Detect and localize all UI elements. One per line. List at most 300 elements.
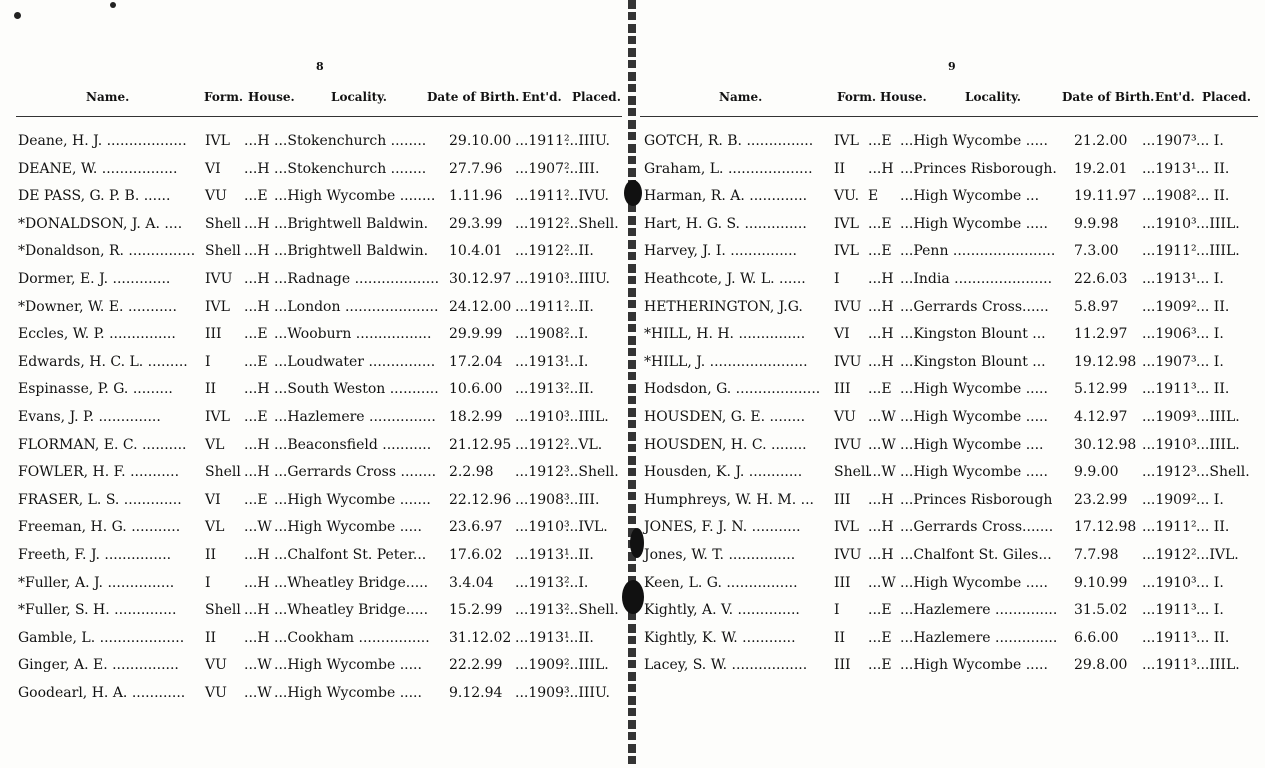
entry-locality: ...Beaconsfield ........... <box>274 436 432 453</box>
col-header-entd: Ent'd. <box>1155 90 1195 104</box>
register-entry <box>0 133 632 161</box>
entry-house: ...H <box>244 436 270 453</box>
entry-locality: ...High Wycombe ........ <box>274 188 436 205</box>
entry-house: ...E <box>244 408 268 425</box>
entry-dob: 9.10.99 <box>1074 574 1128 591</box>
register-entry <box>0 657 632 685</box>
entry-placed: ... II. <box>1196 519 1230 536</box>
register-entry <box>0 271 632 299</box>
col-header-house: House. <box>248 90 295 104</box>
entry-name: Jones, W. T. ............... <box>644 546 796 563</box>
entry-name: Freeth, F. J. ............... <box>18 546 172 563</box>
entry-dob: 31.12.02 <box>449 629 512 646</box>
entry-name: Kightly, K. W. ............ <box>644 629 796 646</box>
entry-name: HETHERINGTON, J.G. <box>644 298 803 315</box>
entry-dob: 29.9.99 <box>449 326 503 343</box>
col-header-dob: Date of Birth. <box>427 90 520 104</box>
entry-locality: ...High Wycombe ..... <box>900 133 1048 149</box>
register-entry <box>0 326 632 354</box>
entry-entd: ...1913¹ <box>1142 270 1197 287</box>
entry-house: ...H <box>868 270 894 287</box>
register-entry <box>634 437 1265 465</box>
col-header-form: Form. <box>204 90 244 104</box>
entry-form: III <box>205 326 222 343</box>
entry-form: II <box>205 629 217 646</box>
entry-entd: ...1908² <box>1142 188 1197 205</box>
entry-locality: ...Stokenchurch ........ <box>274 133 427 149</box>
entry-placed: ...Shell. <box>1196 464 1250 481</box>
entry-house: ...W <box>244 657 272 674</box>
entry-dob: 19.12.98 <box>1074 353 1137 370</box>
entry-dob: 17.6.02 <box>449 546 503 563</box>
entry-house: ...E <box>868 629 892 646</box>
entry-name: HOUSDEN, G. E. ........ <box>644 408 806 425</box>
entry-house: ...H <box>244 133 270 149</box>
entry-locality: ...High Wycombe ..... <box>900 464 1048 481</box>
entry-entd: ...1911² <box>1142 243 1197 260</box>
entry-name: Harman, R. A. ............. <box>644 188 808 205</box>
entry-name: Keen, L. G. ................ <box>644 574 798 591</box>
col-header-dob: Date of Birth. <box>1062 90 1155 104</box>
register-entry <box>634 519 1265 547</box>
entry-name: Harvey, J. I. ............... <box>644 243 798 260</box>
entry-form: III <box>834 657 851 674</box>
register-entry <box>634 133 1265 161</box>
entry-form: Shell <box>205 215 241 232</box>
entry-dob: 3.4.04 <box>449 574 494 591</box>
entry-placed: ... I. <box>1196 602 1224 619</box>
entry-placed: ...IIIL. <box>1196 408 1240 425</box>
entry-locality: ...Wooburn ................. <box>274 326 432 343</box>
col-header-form: Form. <box>837 90 877 104</box>
entry-form: IVL <box>205 133 230 149</box>
entry-placed: ...IIIL. <box>565 657 609 674</box>
entry-form: III <box>834 381 851 398</box>
register-entry <box>634 409 1265 437</box>
entry-locality: ...Kingston Blount ... <box>900 353 1046 370</box>
entry-name: FLORMAN, E. C. .......... <box>18 436 187 453</box>
entry-entd: ...1913² <box>515 574 570 591</box>
entry-form: I <box>834 270 840 287</box>
entry-placed: ...Shell. <box>565 464 619 481</box>
entry-name: Housden, K. J. ............ <box>644 464 803 481</box>
entry-placed: ... II. <box>1196 629 1230 646</box>
entry-name: Freeman, H. G. ........... <box>18 519 181 536</box>
entry-placed: ... I. <box>1196 133 1224 149</box>
entry-name: Hart, H. G. S. .............. <box>644 215 807 232</box>
register-entry <box>0 161 632 189</box>
register-entry <box>634 547 1265 575</box>
entry-dob: 17.2.04 <box>449 353 503 370</box>
entry-dob: 1.11.96 <box>449 188 503 205</box>
entry-dob: 5.8.97 <box>1074 298 1119 315</box>
entry-entd: ...1911³ <box>1142 602 1197 619</box>
entry-placed: ... I. <box>1196 270 1224 287</box>
entry-locality: ...High Wycombe ..... <box>274 519 422 536</box>
entry-entd: ...1910³ <box>1142 436 1197 453</box>
entry-house: ...H <box>244 160 270 177</box>
register-entry <box>0 409 632 437</box>
entry-form: I <box>834 602 840 619</box>
entry-entd: ...1912² <box>1142 546 1197 563</box>
entry-name: Gamble, L. ................... <box>18 629 185 646</box>
entry-dob: 4.12.97 <box>1074 408 1128 425</box>
entry-entd: ...1910³ <box>515 519 570 536</box>
entry-locality: ...Wheatley Bridge..... <box>274 574 429 591</box>
entry-placed: ...I. <box>565 574 589 591</box>
entry-name: Ginger, A. E. ............... <box>18 657 179 674</box>
entry-name: Eccles, W. P. ............... <box>18 326 176 343</box>
entry-entd: ...1907³ <box>1142 353 1197 370</box>
entry-house: ...H <box>868 298 894 315</box>
entry-name: GOTCH, R. B. ............... <box>644 133 814 149</box>
entry-dob: 30.12.97 <box>449 270 512 287</box>
entry-form: VL <box>205 519 225 536</box>
register-entry <box>0 464 632 492</box>
entry-locality: ...Brightwell Baldwin. <box>274 215 429 232</box>
entry-placed: ... I. <box>1196 491 1224 508</box>
entry-placed: ...II. <box>565 546 594 563</box>
entry-entd: ...1913² <box>515 602 570 619</box>
entry-entd: ...1911³ <box>1142 381 1197 398</box>
register-entry <box>0 602 632 630</box>
entry-entd: ...1912³ <box>1142 464 1197 481</box>
entry-entd: ...1912² <box>515 436 570 453</box>
entry-form: II <box>834 160 846 177</box>
entry-form: Shell <box>834 464 870 481</box>
entry-dob: 15.2.99 <box>449 602 503 619</box>
entry-house: ...E <box>868 215 892 232</box>
entry-name: HOUSDEN, H. C. ........ <box>644 436 807 453</box>
entry-placed: ...IIIU. <box>565 684 610 701</box>
entry-house: ...H <box>244 629 270 646</box>
entry-placed: ... II. <box>1196 381 1230 398</box>
entry-dob: 5.12.99 <box>1074 381 1128 398</box>
entry-locality: ...High Wycombe ..... <box>900 381 1048 398</box>
entry-house: ...H <box>868 326 894 343</box>
entry-house: ...E <box>868 243 892 260</box>
entry-form: IVL <box>834 133 859 149</box>
entry-form: Shell <box>205 243 241 260</box>
entry-entd: ...1912² <box>515 243 570 260</box>
entry-locality: ...Gerrards Cross....... <box>900 519 1054 536</box>
entry-form: IVU <box>834 353 862 370</box>
entry-placed: ...VL. <box>565 436 603 453</box>
entry-form: VL <box>205 436 225 453</box>
entry-entd: ...1911² <box>515 133 570 149</box>
entry-form: VU <box>205 188 227 205</box>
register-entry <box>0 685 632 713</box>
entry-form: IVL <box>834 519 859 536</box>
entry-locality: ...London ..................... <box>274 298 439 315</box>
entry-name: DEANE, W. ................. <box>18 160 178 177</box>
entry-house: ...H <box>868 160 894 177</box>
entry-locality: ...Penn ....................... <box>900 243 1056 260</box>
entry-locality: ...Loudwater ............... <box>274 353 436 370</box>
entry-locality: ...Hazlemere ............... <box>274 408 436 425</box>
entry-house: ...W <box>868 574 896 591</box>
page-number: 9 <box>948 60 956 73</box>
entry-house: ...H <box>244 381 270 398</box>
entry-house: ...H <box>244 602 270 619</box>
entry-placed: ...III. <box>565 160 600 177</box>
entry-dob: 9.9.98 <box>1074 215 1119 232</box>
entry-form: VU <box>205 657 227 674</box>
entry-house: ...H <box>244 298 270 315</box>
entry-house: ...W <box>868 464 896 481</box>
entry-placed: ...IVL. <box>565 519 608 536</box>
entry-name: Hodsdon, G. ................... <box>644 381 821 398</box>
entry-form: Shell <box>205 602 241 619</box>
entry-locality: ...High Wycombe ..... <box>274 684 422 701</box>
register-entry <box>634 602 1265 630</box>
entry-house: ...H <box>868 519 894 536</box>
entry-dob: 17.12.98 <box>1074 519 1137 536</box>
entry-dob: 22.12.96 <box>449 491 512 508</box>
entry-name: *Downer, W. E. ........... <box>18 298 177 315</box>
entry-entd: ...1911³ <box>1142 657 1197 674</box>
col-header-house: House. <box>880 90 927 104</box>
ink-blot <box>630 528 644 558</box>
entry-dob: 21.2.00 <box>1074 133 1128 149</box>
register-entry <box>634 492 1265 520</box>
entry-name: *Fuller, A. J. ............... <box>18 574 175 591</box>
entry-entd: ...1913² <box>515 381 570 398</box>
entry-locality: ...Chalfont St. Peter... <box>274 546 427 563</box>
ink-blot <box>624 180 642 206</box>
entry-form: II <box>205 546 217 563</box>
entry-form: I <box>205 574 211 591</box>
register-entry <box>634 161 1265 189</box>
entry-placed: ...I. <box>565 353 589 370</box>
entry-placed: ...II. <box>565 381 594 398</box>
entry-locality: ...South Weston ........... <box>274 381 439 398</box>
entry-house: ...E <box>244 353 268 370</box>
entry-dob: 6.6.00 <box>1074 629 1119 646</box>
entry-name: Edwards, H. C. L. ......... <box>18 353 188 370</box>
entry-name: Lacey, S. W. ................. <box>644 657 808 674</box>
entry-placed: ... II. <box>1196 188 1230 205</box>
entry-name: Heathcote, J. W. L. ...... <box>644 270 806 287</box>
entry-name: DE PASS, G. P. B. ...... <box>18 188 171 205</box>
page-number: 8 <box>316 60 324 73</box>
entry-entd: ...1908² <box>515 326 570 343</box>
entry-placed: ...II. <box>565 243 594 260</box>
entry-house: ...H <box>244 243 270 260</box>
entry-locality: ...Hazlemere .............. <box>900 629 1058 646</box>
register-entry <box>634 381 1265 409</box>
entry-placed: ...IVU. <box>565 188 609 205</box>
entry-house: ...W <box>868 408 896 425</box>
entry-name: *Fuller, S. H. .............. <box>18 602 177 619</box>
entry-name: Espinasse, P. G. ......... <box>18 381 173 398</box>
entry-placed: ...IIIU. <box>565 133 610 149</box>
entry-entd: ...1908³ <box>515 491 570 508</box>
entry-name: JONES, F. J. N. ........... <box>644 519 801 536</box>
entry-name: Deane, H. J. .................. <box>18 133 187 149</box>
entry-dob: 30.12.98 <box>1074 436 1137 453</box>
entry-placed: ...IIIL. <box>1196 243 1240 260</box>
entry-entd: ...1910³ <box>515 270 570 287</box>
entry-form: IVL <box>834 243 859 260</box>
entry-house: ...H <box>868 546 894 563</box>
ink-blot <box>622 580 644 614</box>
entry-placed: ...IIIL. <box>1196 657 1240 674</box>
entry-form: IVU <box>834 298 862 315</box>
register-entry <box>634 575 1265 603</box>
entry-locality: ...Kingston Blount ... <box>900 326 1046 343</box>
entry-entd: ...1913¹ <box>515 353 570 370</box>
entry-placed: ...IIIU. <box>565 270 610 287</box>
entry-dob: 19.11.97 <box>1074 188 1137 205</box>
register-page-8 <box>0 0 632 768</box>
entry-placed: ...IVL. <box>1196 546 1239 563</box>
register-entry <box>634 657 1265 685</box>
entry-dob: 9.12.94 <box>449 684 503 701</box>
entry-dob: 7.7.98 <box>1074 546 1119 563</box>
entry-form: III <box>834 574 851 591</box>
entry-dob: 21.12.95 <box>449 436 512 453</box>
entry-locality: ...High Wycombe ... <box>900 188 1040 205</box>
entry-house: ...H <box>244 574 270 591</box>
register-entry <box>0 547 632 575</box>
entry-placed: ...II. <box>565 629 594 646</box>
entry-entd: ...1913¹ <box>515 546 570 563</box>
entry-locality: ...Hazlemere .............. <box>900 602 1058 619</box>
entry-locality: ...High Wycombe .... <box>900 436 1044 453</box>
col-header-placed: Placed. <box>572 90 621 104</box>
entry-list <box>0 133 632 712</box>
entry-house: ...W <box>244 519 272 536</box>
entry-form: IVU <box>834 436 862 453</box>
register-entry <box>634 299 1265 327</box>
entry-placed: ...I. <box>565 326 589 343</box>
entry-house: ...H <box>244 546 270 563</box>
register-entry <box>634 354 1265 382</box>
register-entry <box>634 271 1265 299</box>
entry-name: FRASER, L. S. ............. <box>18 491 182 508</box>
entry-form: VI <box>834 326 850 343</box>
entry-dob: 18.2.99 <box>449 408 503 425</box>
register-entry <box>0 243 632 271</box>
entry-name: Evans, J. P. .............. <box>18 408 161 425</box>
entry-entd: ...1909² <box>1142 491 1197 508</box>
entry-entd: ...1909² <box>1142 298 1197 315</box>
entry-placed: ...IIIL. <box>1196 215 1240 232</box>
register-entry <box>634 188 1265 216</box>
entry-locality: ...Princes Risborough <box>900 491 1053 508</box>
entry-dob: 27.7.96 <box>449 160 503 177</box>
entry-house: ...H <box>868 491 894 508</box>
entry-placed: ... I. <box>1196 353 1224 370</box>
entry-house: ...W <box>244 684 272 701</box>
entry-locality: ...High Wycombe ....... <box>274 491 431 508</box>
entry-entd: ...1912² <box>515 215 570 232</box>
entry-form: VU <box>834 408 856 425</box>
entry-locality: ...Brightwell Baldwin. <box>274 243 429 260</box>
entry-name: Kightly, A. V. .............. <box>644 602 800 619</box>
entry-form: VI <box>205 491 221 508</box>
entry-entd: ...1913¹ <box>1142 160 1197 177</box>
entry-entd: ...1911² <box>515 188 570 205</box>
entry-dob: 22.2.99 <box>449 657 503 674</box>
entry-entd: ...1906³ <box>1142 326 1197 343</box>
col-header-locality: Locality. <box>965 90 1021 104</box>
entry-entd: ...1907² <box>515 160 570 177</box>
entry-form: VU. <box>834 188 860 205</box>
entry-name: Humphreys, W. H. M. ... <box>644 491 814 508</box>
entry-placed: ...III. <box>565 491 600 508</box>
entry-house: E <box>868 188 879 205</box>
entry-dob: 29.8.00 <box>1074 657 1128 674</box>
register-entry <box>0 630 632 658</box>
entry-placed: ...Shell. <box>565 602 619 619</box>
entry-house: ...H <box>244 270 270 287</box>
entry-locality: ...India ...................... <box>900 270 1053 287</box>
entry-locality: ...Radnage ................... <box>274 270 440 287</box>
entry-locality: ...Wheatley Bridge..... <box>274 602 429 619</box>
entry-locality: ...Princes Risborough. <box>900 160 1057 177</box>
register-entry <box>0 519 632 547</box>
header-rule <box>16 116 622 117</box>
register-page-9 <box>634 0 1265 768</box>
col-header-name: Name. <box>86 90 130 104</box>
entry-house: ...E <box>868 602 892 619</box>
entry-name: Graham, L. ................... <box>644 160 813 177</box>
register-entry <box>0 299 632 327</box>
entry-name: *DONALDSON, J. A. .... <box>18 215 183 232</box>
entry-house: ...H <box>868 353 894 370</box>
entry-house: ...E <box>244 326 268 343</box>
entry-name: *HILL, H. H. ............... <box>644 326 806 343</box>
entry-dob: 9.9.00 <box>1074 464 1119 481</box>
entry-locality: ...High Wycombe ..... <box>274 657 422 674</box>
entry-entd: ...1911² <box>1142 519 1197 536</box>
entry-dob: 10.6.00 <box>449 381 503 398</box>
entry-form: IVU <box>205 270 233 287</box>
entry-entd: ...1910³ <box>1142 574 1197 591</box>
entry-house: ...E <box>868 381 892 398</box>
entry-entd: ...1912³ <box>515 464 570 481</box>
entry-list <box>634 133 1265 685</box>
entry-placed: ... I. <box>1196 326 1224 343</box>
entry-entd: ...1910³ <box>515 408 570 425</box>
entry-dob: 7.3.00 <box>1074 243 1119 260</box>
entry-entd: ...1913¹ <box>515 629 570 646</box>
entry-locality: ...Gerrards Cross ........ <box>274 464 437 481</box>
entry-placed: ...II. <box>565 298 594 315</box>
entry-house: ...H <box>244 215 270 232</box>
entry-house: ...E <box>868 657 892 674</box>
entry-dob: 11.2.97 <box>1074 326 1128 343</box>
entry-dob: 24.12.00 <box>449 298 512 315</box>
entry-locality: ...Chalfont St. Giles... <box>900 546 1052 563</box>
col-header-name: Name. <box>719 90 763 104</box>
register-entry <box>634 630 1265 658</box>
entry-form: IVL <box>205 408 230 425</box>
col-header-entd: Ent'd. <box>522 90 562 104</box>
entry-placed: ... II. <box>1196 298 1230 315</box>
register-entry <box>634 464 1265 492</box>
entry-placed: ...IIIL. <box>565 408 609 425</box>
entry-locality: ...Cookham ................ <box>274 629 430 646</box>
entry-locality: ...Stokenchurch ........ <box>274 160 427 177</box>
entry-dob: 29.3.99 <box>449 215 503 232</box>
entry-house: ...H <box>244 464 270 481</box>
entry-dob: 2.2.98 <box>449 464 494 481</box>
entry-form: VU <box>205 684 227 701</box>
register-entry <box>0 354 632 382</box>
